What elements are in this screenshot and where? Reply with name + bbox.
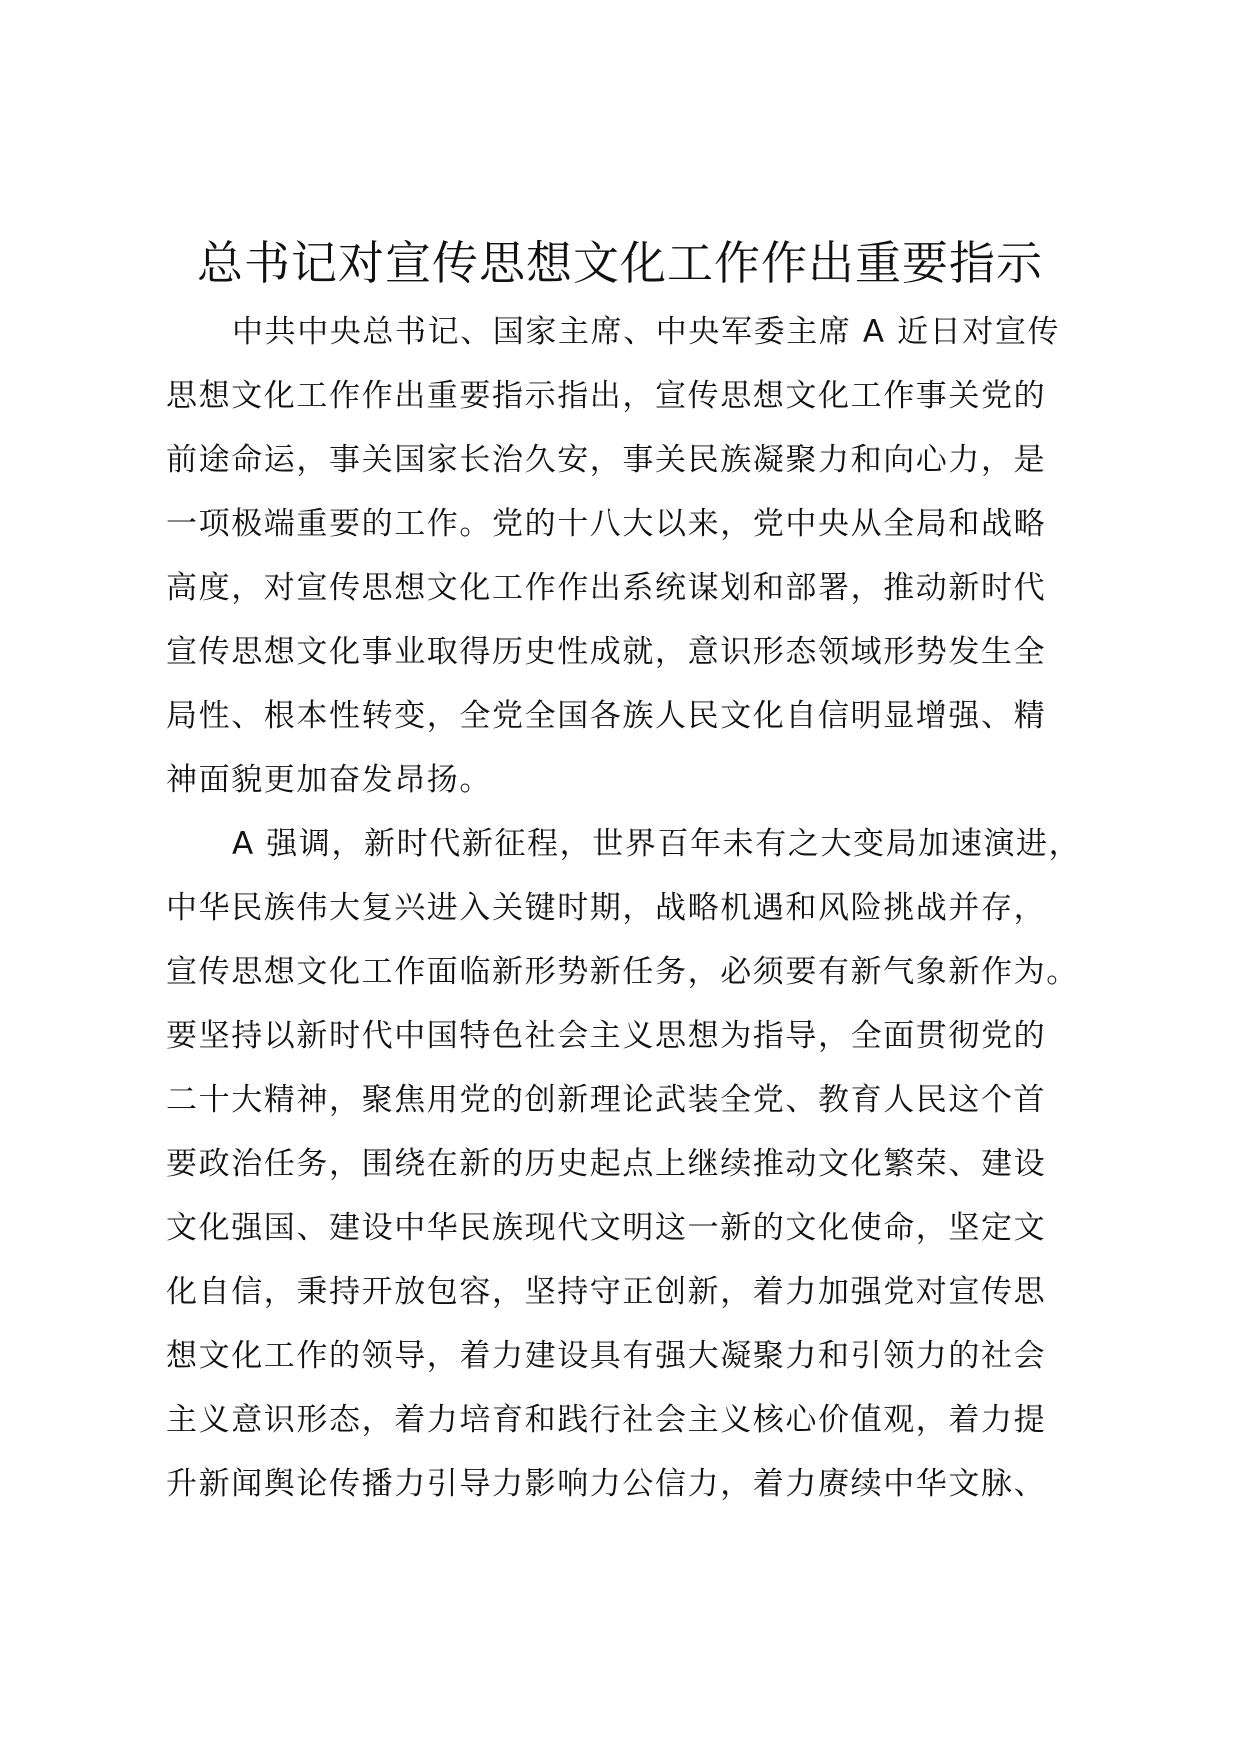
paragraph-1-line-1: 中共中央总书记、国家主席、中央军委主席 A 近日对宣传 (232, 314, 1061, 350)
paragraph-2-line-1: A 强调，新时代新征程，世界百年未有之大变局加速演进， (232, 826, 1082, 862)
document-title: 总书记对宣传思想文化工作作出重要指示 (197, 236, 1043, 290)
paragraph-2-line-4: 要坚持以新时代中国特色社会主义思想为指导，全面贯彻党的 (166, 1018, 1047, 1054)
paragraph-1-line-7: 局性、根本性转变，全党全国各族人民文化自信明显增强、精 (166, 698, 1047, 734)
paragraph-2-line-5: 二十大精神，聚焦用党的创新理论武装全党、教育人民这个首 (166, 1082, 1047, 1118)
paragraph-2-line-2: 中华民族伟大复兴进入关键时期，战略机遇和风险挑战并存， (166, 890, 1047, 926)
paragraph-1-line-3: 前途命运，事关国家长治久安，事关民族凝聚力和向心力，是 (166, 442, 1047, 478)
paragraph-1-line-6: 宣传思想文化事业取得历史性成就，意识形态领域形势发生全 (166, 634, 1047, 670)
paragraph-1-line-2: 思想文化工作作出重要指示指出，宣传思想文化工作事关党的 (166, 378, 1047, 414)
document-body (166, 300, 1082, 1516)
paragraph-2-line-3: 宣传思想文化工作面临新形势新任务，必须要有新气象新作为。 (166, 954, 1079, 990)
paragraph-1-line-8: 神面貌更加奋发昂扬。 (166, 762, 492, 798)
paragraph-2-line-7: 文化强国、建设中华民族现代文明这一新的文化使命，坚定文 (166, 1210, 1047, 1246)
paragraph-2-line-6: 要政治任务，围绕在新的历史起点上继续推动文化繁荣、建设 (166, 1146, 1047, 1182)
paragraph-2-line-10: 主义意识形态，着力培育和践行社会主义核心价值观，着力提 (166, 1402, 1047, 1438)
paragraph-1-line-5: 高度，对宣传思想文化工作作出系统谋划和部署，推动新时代 (166, 570, 1047, 606)
paragraph-2-line-11: 升新闻舆论传播力引导力影响力公信力，着力赓续中华文脉、 (166, 1466, 1047, 1502)
paragraph-1-line-4: 一项极端重要的工作。党的十八大以来，党中央从全局和战略 (166, 506, 1047, 542)
paragraph-2-line-9: 想文化工作的领导，着力建设具有强大凝聚力和引领力的社会 (166, 1338, 1047, 1374)
paragraph-2-line-8: 化自信，秉持开放包容，坚持守正创新，着力加强党对宣传思 (166, 1274, 1047, 1310)
